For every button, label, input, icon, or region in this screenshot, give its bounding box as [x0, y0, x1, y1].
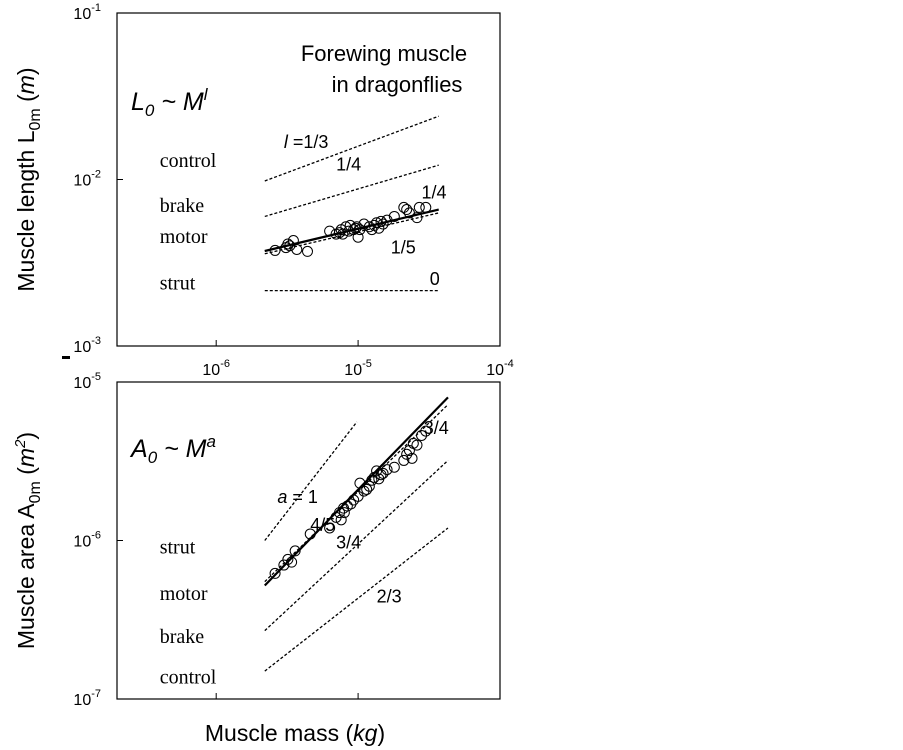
y-label-paren-close: ) [13, 431, 39, 440]
line-label: 1/5 [390, 237, 416, 258]
y-axis-label [12, 432, 44, 649]
data-point [342, 501, 352, 511]
x-axis-label [205, 720, 385, 746]
y-tick-label [73, 335, 101, 356]
scaling-formula [131, 85, 209, 120]
y-tick-base: 10 [73, 692, 92, 709]
exponent-value: = 1 [287, 487, 318, 508]
line-label: 4/5 [310, 514, 336, 535]
formula-subscript: 0 [147, 448, 158, 467]
x-label-unit: kg [353, 720, 378, 746]
y-label-main: Muscle area A [13, 503, 39, 650]
x-tick-base: 10 [486, 362, 505, 379]
data-point [412, 440, 422, 450]
line-label: 0 [429, 269, 440, 290]
y-label-paren-close: ) [13, 67, 39, 76]
data-point [402, 205, 412, 215]
y-label-unit: m [13, 447, 39, 468]
y-tick-exponent: -1 [91, 2, 101, 14]
x-tick-exponent: -4 [504, 358, 514, 370]
data-point [362, 484, 372, 494]
formula-base: L [131, 88, 145, 116]
y-tick-label [73, 530, 101, 551]
exponent-variable: l [283, 131, 288, 152]
y-tick-label [73, 688, 101, 709]
y-tick-base: 10 [73, 6, 92, 23]
y-tick-base: 10 [73, 172, 92, 190]
line-label: 1/4 [336, 154, 362, 175]
line-label: 1/4 [421, 182, 447, 203]
line-label: control [159, 149, 217, 172]
x-tick-exponent: -5 [362, 358, 372, 370]
scaling-formula [129, 432, 216, 467]
line-label: brake [159, 626, 205, 649]
y-tick-base: 10 [73, 339, 92, 356]
line-label: control [159, 666, 217, 689]
data-point [421, 202, 431, 212]
y-label-paren-open: ( [13, 94, 39, 109]
exponent-variable: a [277, 487, 288, 508]
line-label: motor [159, 226, 208, 249]
x-tick-base: 10 [344, 362, 363, 379]
line-label: strut [159, 272, 196, 295]
exponent-label [277, 487, 318, 507]
data-point [353, 491, 363, 501]
annotation-title-line1: Forewing muscle [300, 41, 468, 66]
formula-base: A [131, 435, 148, 463]
x-tick-label [486, 358, 514, 379]
y-tick-label [73, 169, 101, 190]
formula-subscript: 0 [144, 101, 155, 120]
line-label: 3/4 [423, 417, 449, 438]
line-label: motor [159, 583, 208, 606]
y-axis-label [13, 67, 44, 291]
x-tick-label [202, 358, 230, 379]
x-label-main: Muscle mass [204, 720, 346, 746]
data-point [389, 462, 399, 472]
length-panel [13, 2, 514, 379]
axis-marker [62, 356, 70, 359]
y-label-main: Muscle length L [13, 130, 39, 292]
y-label-unit: m [13, 75, 39, 95]
formula-exponent: a [206, 432, 216, 451]
x-label-paren-close: ) [377, 720, 386, 746]
y-tick-exponent: -3 [91, 335, 101, 347]
area-panel [12, 371, 500, 746]
x-tick-exponent: -6 [220, 358, 230, 370]
line-label: 3/4 [336, 532, 362, 553]
y-tick-label [73, 2, 101, 23]
exponent-label [284, 132, 329, 152]
formula-relation: ~ M [154, 88, 204, 116]
y-tick-exponent: -5 [91, 371, 101, 383]
exponent-value: =1/3 [287, 131, 329, 152]
formula-exponent: l [203, 85, 208, 104]
y-tick-exponent: -2 [91, 168, 101, 181]
x-tick-label [344, 358, 372, 379]
x-label-paren-open: ( [345, 720, 354, 746]
line-label: strut [159, 536, 196, 559]
y-label-unit-exponent: 2 [12, 439, 29, 448]
line-label: brake [159, 194, 205, 217]
y-tick-base: 10 [73, 375, 92, 392]
x-tick-base: 10 [202, 362, 221, 379]
y-tick-label [73, 371, 101, 392]
data-point [399, 202, 409, 212]
y-label-subscript: 0m [27, 108, 44, 131]
y-tick-exponent: -6 [91, 529, 101, 542]
y-label-subscript: 0m [27, 481, 44, 504]
y-label-paren-open: ( [13, 467, 39, 482]
y-tick-base: 10 [73, 533, 92, 551]
annotation-title-line2: in dragonflies [331, 72, 463, 97]
formula-relation: ~ M [157, 435, 207, 463]
line-label: 2/3 [376, 586, 402, 607]
y-tick-exponent: -7 [91, 688, 101, 700]
data-point [302, 246, 312, 256]
